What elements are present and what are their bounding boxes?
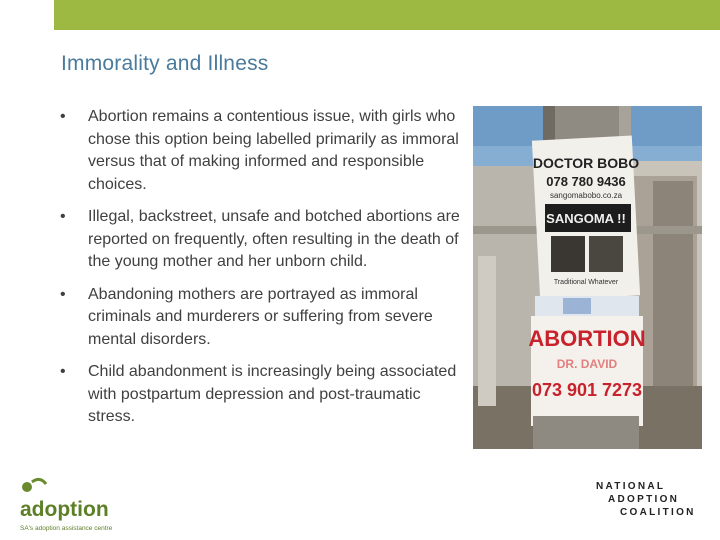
bullet-marker: • [60, 285, 66, 303]
adoption-wordmark: adoption [20, 498, 109, 521]
bullet-marker: • [60, 363, 66, 380]
poster-bottom-line3: 073 901 7273 [531, 380, 643, 400]
adoption-tagline: SA's adoption assistance centre [20, 525, 113, 532]
bullet-item [60, 361, 470, 429]
poster-top-line3: sangomabobo.co.za [549, 191, 623, 200]
bullet-text: Illegal, backstreet, unsafe and botched abortions are reported on frequently, often resulting in the death of the young mother and her unborn child. [88, 208, 460, 270]
adoption-logo [18, 474, 128, 534]
bullet-list [60, 106, 470, 439]
poster-bottom-line1: ABORTION [528, 326, 646, 351]
poster-bottom-line2: DR. DAVID [556, 357, 618, 371]
bullet-text: Abandoning mothers are portrayed as immoral criminals and murderers or suffering from severe mental disorders. [88, 285, 433, 348]
top-color-band [54, 0, 720, 30]
nac-line1: NATIONAL [596, 481, 666, 492]
bullet-marker: • [60, 208, 66, 225]
poster-top-line1: DOCTOR BOBO [532, 155, 640, 171]
bullet-text: Abortion remains a contentious issue, with girls who chose this option being labelled primarily as immoral versus that of making informed and responsible choices. [88, 108, 459, 193]
photo-illustration [473, 106, 702, 449]
poster-top-line2: 078 780 9436 [546, 174, 626, 189]
nac-line2: ADOPTION [608, 494, 680, 505]
bullet-item [60, 106, 470, 196]
nac-line3: COALITION [620, 507, 696, 518]
adoption-logo-mark [18, 474, 128, 534]
bullet-item [60, 284, 470, 352]
pole-posters-photo [473, 106, 702, 449]
bullet-item [60, 206, 470, 274]
bullet-marker: • [60, 108, 66, 125]
poster-top-line5: Traditional Whatever [553, 279, 619, 286]
slide-title: Immorality and Illness [61, 52, 269, 75]
national-adoption-coalition-logo [594, 480, 704, 526]
poster-top-line4: SANGOMA !! [546, 211, 626, 226]
bullet-text: Child abandonment is increasingly being associated with postpartum depression and post-traumatic stress. [88, 363, 457, 425]
